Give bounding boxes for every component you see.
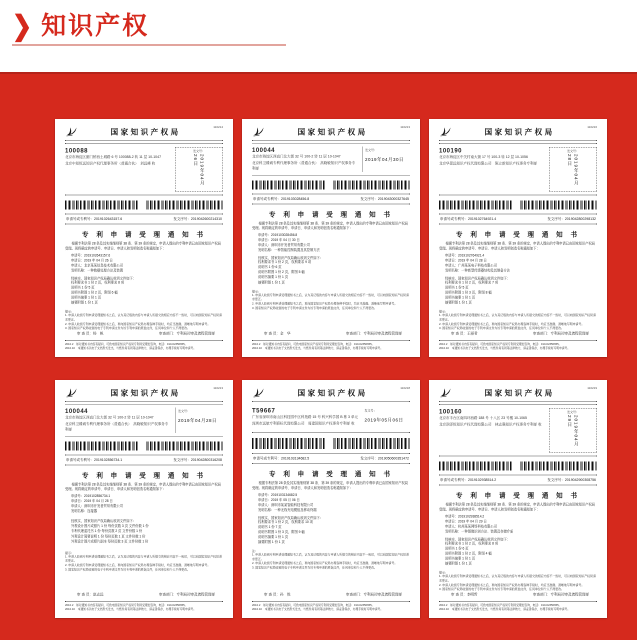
dispatch-stamp (175, 408, 223, 433)
dispatch-stamp (549, 408, 597, 453)
cnipa-logo-icon (439, 126, 452, 137)
postal-code: 100044 (252, 146, 276, 154)
barcode (65, 201, 138, 210)
page-header (0, 0, 637, 72)
signature-row (439, 592, 597, 597)
barcodes-row (439, 462, 597, 471)
address-line-2: 北京中知恒远知识产权代理事务所（普通合伙） 刘远峰 收 (65, 161, 156, 166)
note-label: 提示： (252, 290, 262, 294)
address-line-1: 北京市海淀区西直门北大街 32 号 100-2 转 11 层 10-1047 (252, 155, 341, 159)
received-intro: 经核实，国家知识产权局确认收到文件如下： (445, 538, 510, 542)
dispatch-stamp (175, 147, 223, 192)
document-card[interactable] (429, 380, 607, 618)
application-number: 申请号或专利号：2019102938514.2 (440, 478, 497, 483)
note-lines: 1. 申请人收到专利申请受理通知书之后，认为其记载的内容与申请人所提交的相应内容不一致时，可以向国家知识产权局请求更正。 2. 申请人收到专利申请受理通知书之后，再向国家知识产权局办理各种手续时，均应当准确、清晰地写明申请号。 3. 国家知识产权局收到的电子专利申请文件为该专利申请的原始文件，任何单位和个人不得更改。 (65, 555, 222, 572)
barcode (147, 201, 223, 210)
examiner-name: 审 查 员：金 华 (264, 332, 291, 336)
documents-grid (55, 119, 607, 618)
examiner-name: 审 查 员：王丽君 (451, 332, 478, 336)
address-line-2: 北京科卫臻诚专利代理事务所（普通合伙） 高晓敏知识产权事务专利部 (252, 161, 356, 171)
address-line-2: 北京华思远知识产权代理有限公司 陈立新知识产权事务专利部 (439, 161, 537, 166)
doc-footnote: 2010.2 如对通知书内容有疑问，可致电国家知识产权局专利局受理处咨询，电话：010-62356655。 2010.10 本通知书以电子文档形式发出，与纸件具有同等法律效力，请妥善保存，办理手续时写明申请号。 (65, 340, 223, 351)
note-label: 注： (252, 550, 259, 554)
dispatch-label: 发文号： (566, 150, 579, 153)
doc-header (252, 126, 410, 141)
dispatch-stamp (549, 147, 597, 192)
doc-info-box (252, 404, 410, 433)
recipient-block (65, 147, 175, 192)
note-label: 提示： (65, 310, 75, 314)
doc-org-title: 国家知识产权局 (110, 127, 181, 137)
barcodes-row (252, 180, 410, 189)
signature-row (252, 331, 410, 336)
application-fields: 申请号：2019102643157.6 申请日：2019 年 04 月 26 日 申请人：北京某某信息技术有限公司 发明名称：一种数据处理方法及装置 (71, 253, 123, 273)
dispatch-serial: 发文序号：2019042900308756 (547, 478, 596, 483)
received-documents: 权利要求书 1 份 2 页，权利要求 8 项 说明书 1 份 5 页 说明书附图 1 份 2 页，附图 6 幅 说明书摘要 1 份 1 页 摘要附图 1 份 1 页 (71, 281, 125, 305)
address-line-1: 广东省深圳市南山区科技园中区科苑路 15 号 科兴科学园 B 栋 3 单元 (252, 415, 358, 419)
notice-intro: 根据专利法第 28 条及其实施细则第 38 条、第 39 条的规定，申请人提出的专利申请已由国家知识产权局受理。现将确定的申请号、申请日、申请人和发明创造名称通知如下： (252, 221, 409, 231)
cnipa-logo-icon (65, 126, 78, 137)
dispatch-label: 发文号： (178, 410, 191, 413)
address-line-1: 北京市海淀区中关村南大街 17 号 100-3 转 12 层 10-1056 (439, 155, 528, 159)
application-number: 申请号或专利号：2019103134682.5 (253, 457, 310, 461)
doc-footnote: 2010.2 如对通知书内容有疑问，可致电国家知识产权局专利局受理处咨询，电话：010-62356655。 2010.10 本通知书以电子文档形式发出，与纸件具有同等法律效力，请妥善保存，办理手续时写明申请号。 (439, 601, 597, 612)
doc-header (439, 387, 597, 402)
barcode-labels (252, 453, 410, 464)
title-underline (12, 44, 286, 46)
note-label: 提示： (439, 310, 449, 314)
notice-intro: 根据专利法第 28 条及其实施细则第 38 条、第 39 条的规定，申请人提出的专利申请已由国家知识产权局受理。现将确定的申请号、申请日、申请人和发明创造名称通知如下： (65, 482, 222, 492)
notice-intro: 根据专利法第 28 条及其实施细则第 38 条、第 39 条的规定，申请人提出的专利申请已由国家知识产权局受理。现将确定的申请号、申请日、申请人和发明创造名称通知如下： (439, 503, 596, 512)
dispatch-date: 2019年04月30日 (365, 157, 405, 162)
application-fields: 申请号：2019102938514.2 申请日：2019 年 04 月 29 日 申请人：杭州某某网络科技有限公司 发明名称：一种图像识别方法、装置及存储介质 (445, 514, 514, 534)
note-lines: 1. 申请人收到专利申请受理通知书之后，认为其记载的内容与申请人所提交的相应内容不一致时，可以向国家知识产权局请求更正。 2. 申请人收到专利申请受理通知书之后，再向国家知识产权局办理各种手续时，均应当准确、清晰地写明申请号。 3. 国家知识产权局收到的电子专利申请文件为该专利申请的原始文件，任何单位和个人不得更改。 (65, 314, 222, 331)
notes-block (252, 549, 410, 571)
dispatch-stamp (362, 147, 410, 172)
dispatch-serial: 发文序号：2019043000327645 (360, 197, 409, 201)
dispatch-date: 2019年05月06日 (364, 417, 404, 423)
barcode (65, 441, 138, 450)
examiner-name: 审 查 员：赵志远 (77, 593, 104, 597)
doc-org-title: 国家知识产权局 (110, 388, 181, 398)
application-number: 申请号或专利号：2019102643157.6 (66, 217, 123, 222)
doc-code: 110213 (400, 126, 410, 129)
dispatch-label: 发文号： (192, 150, 205, 153)
application-number: 申请号或专利号：2019102764921.4 (440, 217, 497, 222)
doc-header (439, 126, 597, 141)
doc-code: 110214 (213, 126, 223, 129)
recipient-block (252, 147, 362, 172)
postal-code: 100044 (65, 407, 89, 415)
received-documents: 权利要求书 1 份 2 页，权利要求 10 项 说明书 1 份 7 页 说明书附图 1 份 3 页，附图 9 幅 说明书摘要 1 份 1 页 摘要附图 1 份 1 页 (258, 520, 313, 544)
notes-block (65, 550, 223, 572)
doc-org-title: 国家知识产权局 (484, 388, 555, 398)
doc-org-title: 国家知识产权局 (297, 388, 368, 398)
doc-code: 110219 (587, 387, 597, 390)
postal-code: 100190 (439, 147, 463, 154)
examiner-name: 审 查 员：孙 悦 (264, 593, 291, 597)
document-card[interactable] (242, 119, 420, 357)
notice-title: 专 利 申 请 受 理 通 知 书 (269, 210, 393, 218)
doc-header (65, 126, 223, 141)
application-number: 申请号或专利号：2019102856734.1 (66, 458, 123, 462)
application-fields: 申请号：2019103028456.8 申请日：2019 年 04 月 30 日 申请人：深圳市开发者贸易有限公司 发明名称：一种智能控制装置及其控制方法 (258, 233, 320, 253)
notice-title: 专 利 申 请 受 理 通 知 书 (82, 230, 206, 239)
doc-info-box (439, 404, 597, 457)
examining-department: 审查部门：专利局初审及流程管理部 (159, 332, 215, 336)
postal-code: T59667 (252, 407, 276, 414)
doc-org-title: 国家知识产权局 (297, 127, 368, 137)
notice-intro: 根据专利法第 28 条及其实施细则第 38 条、第 39 条的规定，申请人提出的专利申请已由国家知识产权局受理。现将确定的申请号、申请日、申请人和发明创造名称通知如下： (252, 481, 409, 490)
application-number: 申请号或专利号：2019103028456.8 (253, 197, 310, 201)
note-label: 提示： (65, 551, 75, 555)
notes-block (65, 309, 223, 331)
barcodes-row (65, 201, 223, 210)
barcodes-row (65, 441, 223, 450)
dispatch-date: 2019年04月28日 (178, 418, 218, 423)
dispatch-label: 发文号： (364, 409, 377, 413)
dispatch-stamp (362, 407, 410, 429)
barcode (334, 438, 410, 449)
examining-department: 审查部门：专利局初审及流程管理部 (159, 593, 215, 597)
dispatch-label: 发文号： (365, 149, 378, 152)
dispatch-date: 2019年04月26日 (193, 154, 205, 187)
notice-title: 专 利 申 请 受 理 通 知 书 (82, 471, 206, 479)
signature-row (65, 331, 223, 336)
section-title: 知识产权 (41, 12, 150, 40)
doc-info-box (252, 143, 410, 175)
postal-code: 100160 (439, 408, 463, 415)
dispatch-serial: 发文序号：2019042800298132 (547, 217, 596, 222)
signature-row (252, 592, 410, 597)
notes-block (439, 570, 597, 592)
received-documents: 权利要求书 1 份 2 页，权利要求 8 项 说明书 1 份 6 页 说明书附图 1 份 2 页，附图 4 幅 说明书摘要 1 份 1 页 摘要附图 1 份 1 页 (445, 542, 499, 566)
notice-title: 专 利 申 请 受 理 通 知 书 (269, 470, 393, 478)
address-line-2: 深圳市远航专利商标代理有限公司 周建国知识产权事务专利部 收 (252, 421, 355, 426)
note-lines: 1. 申请人收到专利申请受理通知书之后，认为其记载的内容与申请人所提交的相应内容不一致时，可以向国家知识产权局请求更正。 2. 申请人收到专利申请受理通知书之后，再向国家知识产权局办理各种手续时，均应当准确、清晰地写明申请号。 3. 国家知识产权局收到的电子专利申请文件为该专利申请的原始文件，任何单位和个人不得更改。 (252, 293, 409, 310)
recipient-block (65, 408, 175, 433)
barcode (334, 180, 410, 189)
dispatch-date: 2019年04月28日 (567, 154, 579, 187)
barcodes-row (252, 438, 410, 449)
examining-department: 审查部门：专利局初审及流程管理部 (533, 332, 589, 336)
barcode (521, 201, 597, 210)
notice-title: 专 利 申 请 受 理 通 知 书 (456, 230, 580, 239)
dispatch-serial: 发文序号：2019042600214310 (173, 217, 222, 222)
address-line-1: 北京市海淀区蓟门桥西土城路 6 号 100088-2 转 11 层 10-1047 (65, 155, 162, 159)
document-card[interactable] (429, 119, 607, 357)
postal-code: 100088 (65, 147, 89, 154)
cnipa-logo-icon (439, 387, 452, 398)
doc-info-box (65, 143, 223, 196)
note-lines: 1. 申请人收到专利申请受理通知书之后，认为其记载的内容与申请人所提交的相应内容不一致时，可以向国家知识产权局请求更正。 2. 申请人收到专利申请受理通知书之后，再向国家知识产权局办理各种手续时，均应当准确、清晰地写明申请号。 3. 国家知识产权局收到的电子专利申请文件为该专利申请的原始文件，任何单位和个人不得更改。 (439, 314, 596, 331)
barcode-labels (439, 214, 597, 225)
examining-department: 审查部门：专利局初审及流程管理部 (533, 593, 589, 597)
barcode (252, 180, 325, 189)
doc-header (65, 387, 223, 402)
red-panel (0, 72, 637, 640)
barcode (521, 462, 597, 471)
doc-code: 110218 (400, 387, 410, 390)
notice-intro: 根据专利法第 28 条及其实施细则第 38 条、第 39 条的规定，申请人提出的专利申请已由国家知识产权局受理。现将确定的申请号、申请日、申请人和发明创造名称通知如下： (65, 242, 222, 251)
examiner-name: 审 查 员：李明哲 (451, 593, 478, 597)
received-documents: 权利要求书 1 份 2 页，权利要求 9 项 说明书 1 份 6 页 说明书附图 1 份 2 页，附图 5 幅 说明书摘要 1 份 1 页 摘要附图 1 份 1 页 (258, 260, 312, 285)
doc-code: 110216 (587, 126, 597, 129)
notes-block (439, 309, 597, 331)
address-line-2: 北京润泽恒知识产权代理有限公司 林志强知识产权事务专利部 收 (439, 422, 542, 427)
document-card[interactable] (55, 119, 233, 357)
examining-department: 审查部门：专利局初审及流程管理部 (346, 593, 402, 597)
application-fields: 申请号：2019103134682.5 申请日：2019 年 05 月 06 日 申请人：深圳市某某智能科技有限公司 发明名称：一种无线充电模组及移动终端 (258, 493, 317, 512)
signature-row (439, 331, 597, 336)
note-label: 提示： (439, 571, 449, 575)
document-card[interactable] (242, 380, 420, 618)
recipient-block (439, 147, 549, 192)
received-intro: 经核实，国家知识产权局确认收到文件如下： (445, 277, 510, 281)
barcode (252, 438, 325, 449)
note-lines: 1. 申请人收到专利申请受理通知书之后，认为其记载的内容与申请人所提交的相应内容不一致时，可以向国家知识产权局请求更正。 2. 申请人收到专利申请受理通知书之后，再向国家知识产权局办理各种手续时，均应当准确、清晰地写明申请号。 3. 国家知识产权局收到的电子专利申请文件为该专利申请的原始文件，任何单位和个人不得更改。 (252, 553, 409, 570)
doc-info-box (65, 404, 223, 436)
received-intro: 经核实，国家知识产权局确认收到文件如下： (71, 277, 136, 281)
doc-footnote: 2010.2 如对通知书内容有疑问，可致电国家知识产权局专利局受理处咨询，电话：010-62356655。 2010.10 本通知书以电子文档形式发出，与纸件具有同等法律效力，请妥善保存，办理手续时写明申请号。 (252, 601, 410, 612)
received-documents: 权利要求书 1 份 2 页，权利要求 7 项 说明书 1 份 5 页 说明书附图 1 份 3 页，附图 8 幅 说明书摘要 1 份 1 页 摘要附图 1 份 1 页 (445, 281, 499, 305)
application-fields: 申请号：2019102856734.1 申请日：2019 年 04 月 28 日 申请人：深圳市开发者贸易有限公司 发明名称：连接器 经核实，国家知识产权局确认收到文件如下： 外观设计图片或照片 1 份 每份页数 3 页 文件份数 1 份 专利代理委托书 1 份 每份页数 2 页 文件份数 1 份 外观设计简要说明 1 份 每份页数 1 页 文件份数 1 份 外观设计图片或照片副本 每份页数 3 页 文件份数 1 份 (71, 494, 149, 544)
doc-code: 110213 (213, 387, 223, 390)
received-intro: 经核实，国家知识产权局确认收到文件如下： (258, 516, 323, 520)
barcode-labels (65, 454, 223, 465)
application-fields: 申请号：2019102764921.4 申请日：2019 年 04 月 28 日 申请人：广州某某电子科技有限公司 发明名称：一种新型传感器结构及其制备方法 (445, 253, 510, 273)
dispatch-date: 2019年04月29日 (567, 415, 579, 448)
chevron-icon: ❯ (12, 10, 33, 42)
dispatch-label: 发文号： (566, 411, 579, 414)
doc-footnote: 2010.2 如对通知书内容有疑问，可致电国家知识产权局专利局受理处咨询，电话：010-62356655。 2010.10 本通知书以电子文档形式发出，与纸件具有同等法律效力，请妥善保存，办理手续时写明申请号。 (439, 340, 597, 351)
barcodes-row (439, 201, 597, 210)
dispatch-serial: 发文序号：2019042800316208 (173, 458, 222, 462)
recipient-block (252, 407, 362, 429)
recipient-block (439, 408, 549, 453)
cnipa-logo-icon (252, 387, 265, 398)
cnipa-logo-icon (252, 126, 265, 137)
doc-org-title: 国家知识产权局 (484, 127, 555, 137)
dispatch-serial: 发文序号：2019050600351472 (360, 457, 409, 461)
notice-title: 专 利 申 请 受 理 通 知 书 (456, 491, 580, 500)
address-line-1: 北京市海淀区西直门北大街 32 号 100-2 转 11 层 10-1047 (65, 416, 154, 420)
doc-footnote: 2010.2 如对通知书内容有疑问，可致电国家知识产权局专利局受理处咨询，电话：010-62356655。 2010.10 本通知书以电子文档形式发出，与纸件具有同等法律效力，请妥善保存，办理手续时写明申请号。 (65, 601, 223, 612)
notes-block (252, 289, 410, 311)
document-card[interactable] (55, 380, 233, 618)
doc-header (252, 387, 410, 402)
address-line-1: 北京市丰台区南四环西路 188 号 十八区 23 号楼 10-1065 (439, 416, 527, 420)
address-line-2: 北京科卫臻诚专利代理事务所（普通合伙） 高晓敏知识产权事务专利部 (65, 422, 169, 432)
examiner-name: 审 查 员：杨 帆 (77, 332, 104, 336)
barcode (439, 462, 512, 471)
examining-department: 审查部门：专利局初审及流程管理部 (346, 332, 402, 336)
signature-row (65, 592, 223, 597)
received-intro: 经核实，国家知识产权局确认收到文件如下： (258, 256, 323, 261)
cnipa-logo-icon (65, 387, 78, 398)
note-lines: 1. 申请人收到专利申请受理通知书之后，认为其记载的内容与申请人所提交的相应内容不一致时，可以向国家知识产权局请求更正。 2. 申请人收到专利申请受理通知书之后，再向国家知识产权局办理各种手续时，均应当准确、清晰地写明申请号。 3. 国家知识产权局收到的电子专利申请文件为该专利申请的原始文件，任何单位和个人不得更改。 (439, 575, 596, 592)
barcode-labels (439, 475, 597, 486)
barcode (147, 441, 223, 450)
notice-intro: 根据专利法第 28 条及其实施细则第 38 条、第 39 条的规定，申请人提出的专利申请已由国家知识产权局受理。现将确定的申请号、申请日、申请人和发明创造名称通知如下： (439, 242, 596, 251)
barcode (439, 201, 512, 210)
barcode-labels (252, 193, 410, 204)
doc-info-box (439, 143, 597, 196)
barcode-labels (65, 214, 223, 225)
doc-footnote: 2010.2 如对通知书内容有疑问，可致电国家知识产权局专利局受理处咨询，电话：010-62356655。 2010.10 本通知书以电子文档形式发出，与纸件具有同等法律效力，请妥善保存，办理手续时写明申请号。 (252, 340, 410, 351)
